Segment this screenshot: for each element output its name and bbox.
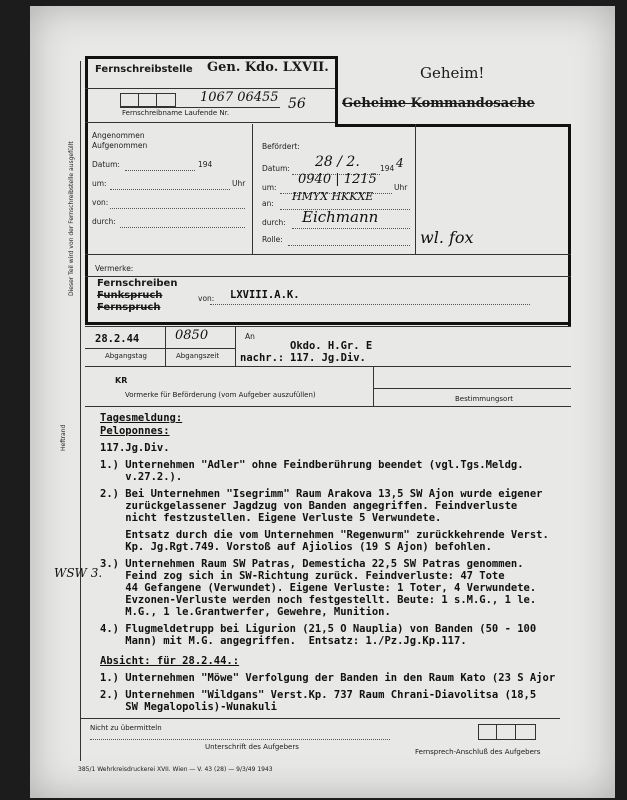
abgangszeit-value: 0850: [175, 328, 209, 343]
message-line: 4.) Flugmeldetrupp bei Ligurion (21,5 O Nauplia) von Banden (50 - 100: [100, 623, 537, 635]
geheime-kommandosache-stamp: Geheime Kommandosache: [342, 96, 535, 111]
message-line: Feind zog sich in SW-Richtung zurück. Feindverluste: 47 Tote: [100, 570, 505, 582]
fernsprech-label: Fernsprech-Anschluß des Aufgebers: [415, 748, 541, 756]
sent-durch-label: durch:: [262, 218, 286, 227]
message-line: Mann) mit M.G. angegriffen. Entsatz: 1./Pz.Jg.Kp.117.: [100, 635, 467, 647]
fernspruch-label: Fernspruch: [97, 302, 161, 313]
printer-line: 385/1 Wehrkreisdruckerei XVII. Wien — V. 43 (28) — 9/3/49 1943: [78, 766, 273, 773]
bestimmungsort-label: Bestimmungsort: [455, 395, 513, 403]
message-line: Evzonen-Verluste werden noch festgestellt. Beute: 1 s.M.G., 1 le.: [100, 594, 537, 606]
message-line: 2.) Bei Unternehmen "Isegrimm" Raum Arakova 13,5 SW Ajon wurde eigener: [100, 488, 543, 500]
message-line: Peloponnes:: [100, 425, 170, 437]
befoerdert-label: Befördert:: [262, 142, 300, 151]
an-value: Okdo. H.Gr. E: [290, 340, 373, 352]
message-line: Absicht: für 28.2.44.:: [100, 655, 240, 667]
received-durch-label: durch:: [92, 217, 116, 226]
message-line: M.G., 1 le.Grantwerfer, Gewehre, Munition.: [100, 606, 391, 618]
received-um-label: um:: [92, 179, 107, 188]
abgangstag-label: Abgangstag: [105, 352, 147, 360]
sent-uhr-label: Uhr: [394, 183, 408, 192]
nicht-zu-uebermitteln-label: Nicht zu übermitteln: [90, 724, 162, 732]
sent-datum-label: Datum:: [262, 164, 290, 173]
sent-durch-signature: Eichmann: [302, 208, 379, 226]
sent-year: 194: [380, 164, 395, 173]
heftrand-label: Heftrand: [60, 424, 67, 451]
laufende-nr-boxes: [120, 93, 176, 107]
funkspruch-label: Funkspruch: [97, 290, 163, 301]
sent-rolle-label: Rolle:: [262, 235, 283, 244]
fernschreiben-label: Fernschreiben: [97, 278, 178, 289]
sent-an-label: an:: [262, 199, 274, 208]
aufgenommen-label: Aufgenommen: [92, 141, 148, 150]
abgangszeit-label: Abgangszeit: [176, 352, 220, 360]
laufende-nr-handwritten-2: 56: [288, 96, 306, 112]
message-body: [100, 412, 610, 713]
fernschreibname-label: Fernschreibname Laufende Nr.: [122, 109, 230, 117]
gen-kdo-stamp: Gen. Kdo. LXVII.: [207, 60, 329, 75]
message-line: 1.) Unternehmen "Möwe" Verfolgung der Banden in den Raum Kato (23 S Ajor: [100, 672, 556, 684]
unterschrift-label: Unterschrift des Aufgebers: [205, 743, 299, 751]
message-line: SW Megalopolis)-Wunakuli: [100, 701, 278, 713]
nachr-value: 117. Jg.Div.: [290, 352, 366, 364]
sent-um-label: um:: [262, 183, 277, 192]
sent-an-handwritten: HMYX HKKXE: [292, 190, 374, 203]
document-sheet: [30, 6, 615, 798]
vermerke-label: Vermerke:: [95, 264, 134, 273]
message-line: zurückgelassener Jagdzug von Banden angegriffen. Feindverluste: [100, 500, 518, 512]
message-line: 117.Jg.Div.: [100, 442, 170, 454]
margin-handwritten: WSW 3.: [54, 566, 103, 580]
vormerke-label: Vormerke für Beförderung (vom Aufgeber auszufüllen): [125, 391, 316, 399]
fernschreibstelle-label: Fernschreibstelle: [95, 64, 193, 75]
received-year: 194: [198, 160, 213, 169]
initials-handwritten: wl. fox: [420, 228, 474, 247]
message-line: v.27.2.).: [100, 471, 183, 483]
message-line: 1.) Unternehmen "Adler" ohne Feindberührung beendet (vgl.Tgs.Meldg.: [100, 459, 524, 471]
received-datum-label: Datum:: [92, 160, 120, 169]
abgangstag-value: 28.2.44: [95, 333, 140, 345]
nachr-label: nachr.:: [240, 352, 285, 364]
type-von-value: LXVIII.A.K.: [230, 289, 300, 301]
geheim-stamp: Geheim!: [420, 64, 485, 82]
angenommen-label: Angenommen: [92, 131, 145, 140]
message-line: 44 Gefangene (Verwundet). Eigene Verluste: 1 Toter, 4 Verwundete.: [100, 582, 537, 594]
fernsprech-boxes: [478, 724, 536, 740]
message-line: 3.) Unternehmen Raum SW Patras, Demesticha 22,5 SW Patras genommen.: [100, 558, 524, 570]
margin-rule: [80, 61, 81, 761]
an-label: An: [245, 332, 255, 341]
sent-year-handwritten: 4: [396, 156, 404, 170]
message-line: Tagesmeldung:: [100, 412, 183, 424]
sent-um-handwritten: 0940 | 1215: [298, 172, 377, 187]
type-von-label: von:: [198, 294, 215, 303]
margin-note: Dieser Teil wird von der Fernschreibstelle ausgefüllt: [68, 141, 75, 296]
received-von-label: von:: [92, 198, 109, 207]
sent-datum-handwritten: 28 / 2.: [315, 154, 360, 170]
message-line: Entsatz durch die vom Unternehmen "Regenwurm" zurückkehrende Verst.: [100, 529, 549, 541]
kr-initials: KR: [115, 376, 128, 385]
laufende-nr-handwritten: 1067 06455: [200, 90, 279, 105]
message-line: 2.) Unternehmen "Wildgans" Verst.Kp. 737 Raum Chrani-Diavolitsa (18,5: [100, 689, 537, 701]
message-line: nicht festzustellen. Eigene Verluste 5 Verwundete.: [100, 512, 442, 524]
message-line: Kp. Jg.Rgt.749. Vorstoß auf Ajiolios (19 S Ajon) befohlen.: [100, 541, 492, 553]
received-uhr-label: Uhr: [232, 179, 246, 188]
